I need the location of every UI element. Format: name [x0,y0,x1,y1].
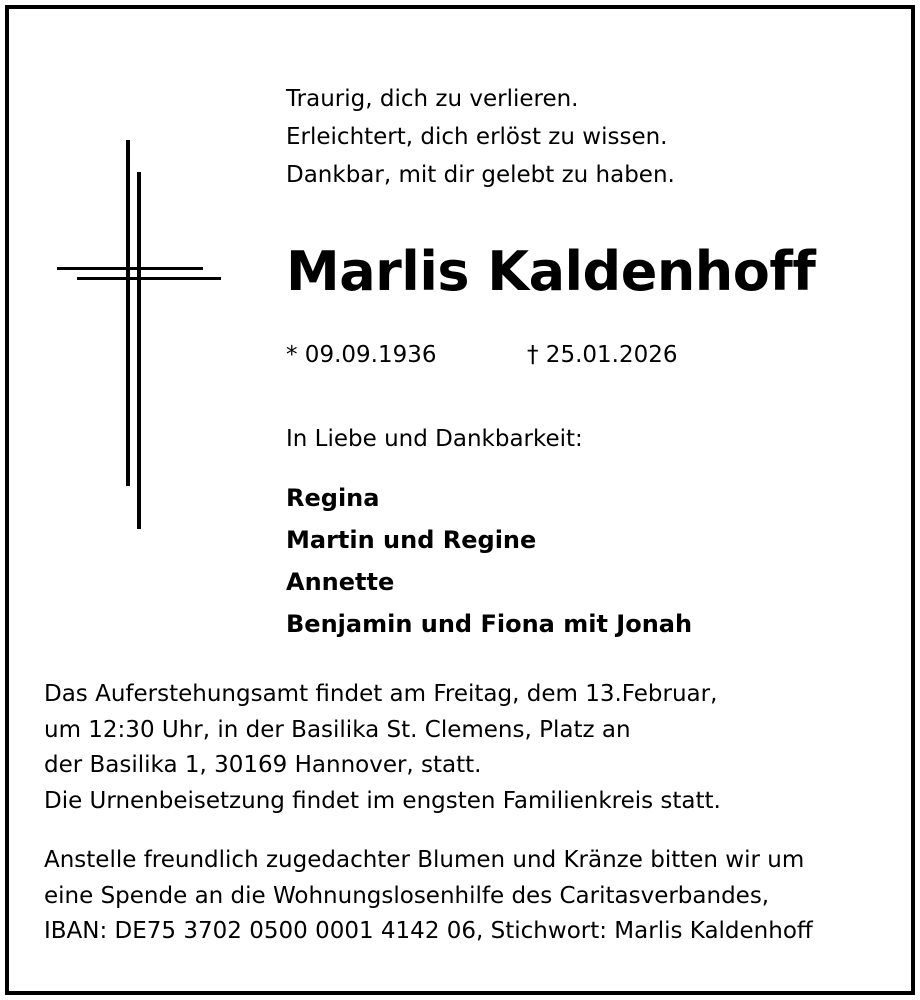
donation-line: Anstelle freundlich zugedachter Blumen und Kränze bitten wir um [44,847,805,873]
mourners-intro: In Liebe und Dankbarkeit: [286,426,583,452]
donation-line: eine Spende an die Wohnungslosenhilfe des Caritasverbandes, [44,882,770,909]
death-date: † 25.01.2026 [527,342,678,368]
birth-date: * 09.09.1936 [286,342,437,368]
motto-verse [286,80,675,194]
cross-horizontal-top [57,267,203,270]
donation-notice [44,843,813,950]
motto-line: Dankbar, mit dir gelebt zu haben. [286,162,675,188]
service-line: Die Urnenbeisetzung findet im engsten Familienkreis statt. [44,787,721,814]
mourners-list [286,477,692,645]
motto-line: Traurig, dich zu verlieren. [286,86,579,112]
service-line: Das Auferstehungsamt findet am Freitag, dem 13.Februar, [44,681,718,707]
cross-vertical-left [126,140,130,486]
motto-line: Erleichtert, dich erlöst zu wissen. [286,124,668,150]
service-line: der Basilika 1, 30169 Hannover, statt. [44,752,482,778]
mourner-name: Annette [286,568,395,596]
mourner-name: Benjamin und Fiona mit Jonah [286,610,693,638]
donation-line: IBAN: DE75 3702 0500 0001 4142 06, Stichwort: Marlis Kaldenhoff [44,918,813,944]
cross-vertical-right [137,172,141,529]
mourner-name: Martin und Regine [286,526,537,554]
cross-horizontal-bottom [77,277,221,280]
deceased-name: Marlis Kaldenhoff [286,240,816,303]
service-line: um 12:30 Uhr, in der Basilika St. Clemens, Platz an [44,716,631,743]
mourner-name: Regina [286,484,380,512]
service-notice [44,677,721,819]
